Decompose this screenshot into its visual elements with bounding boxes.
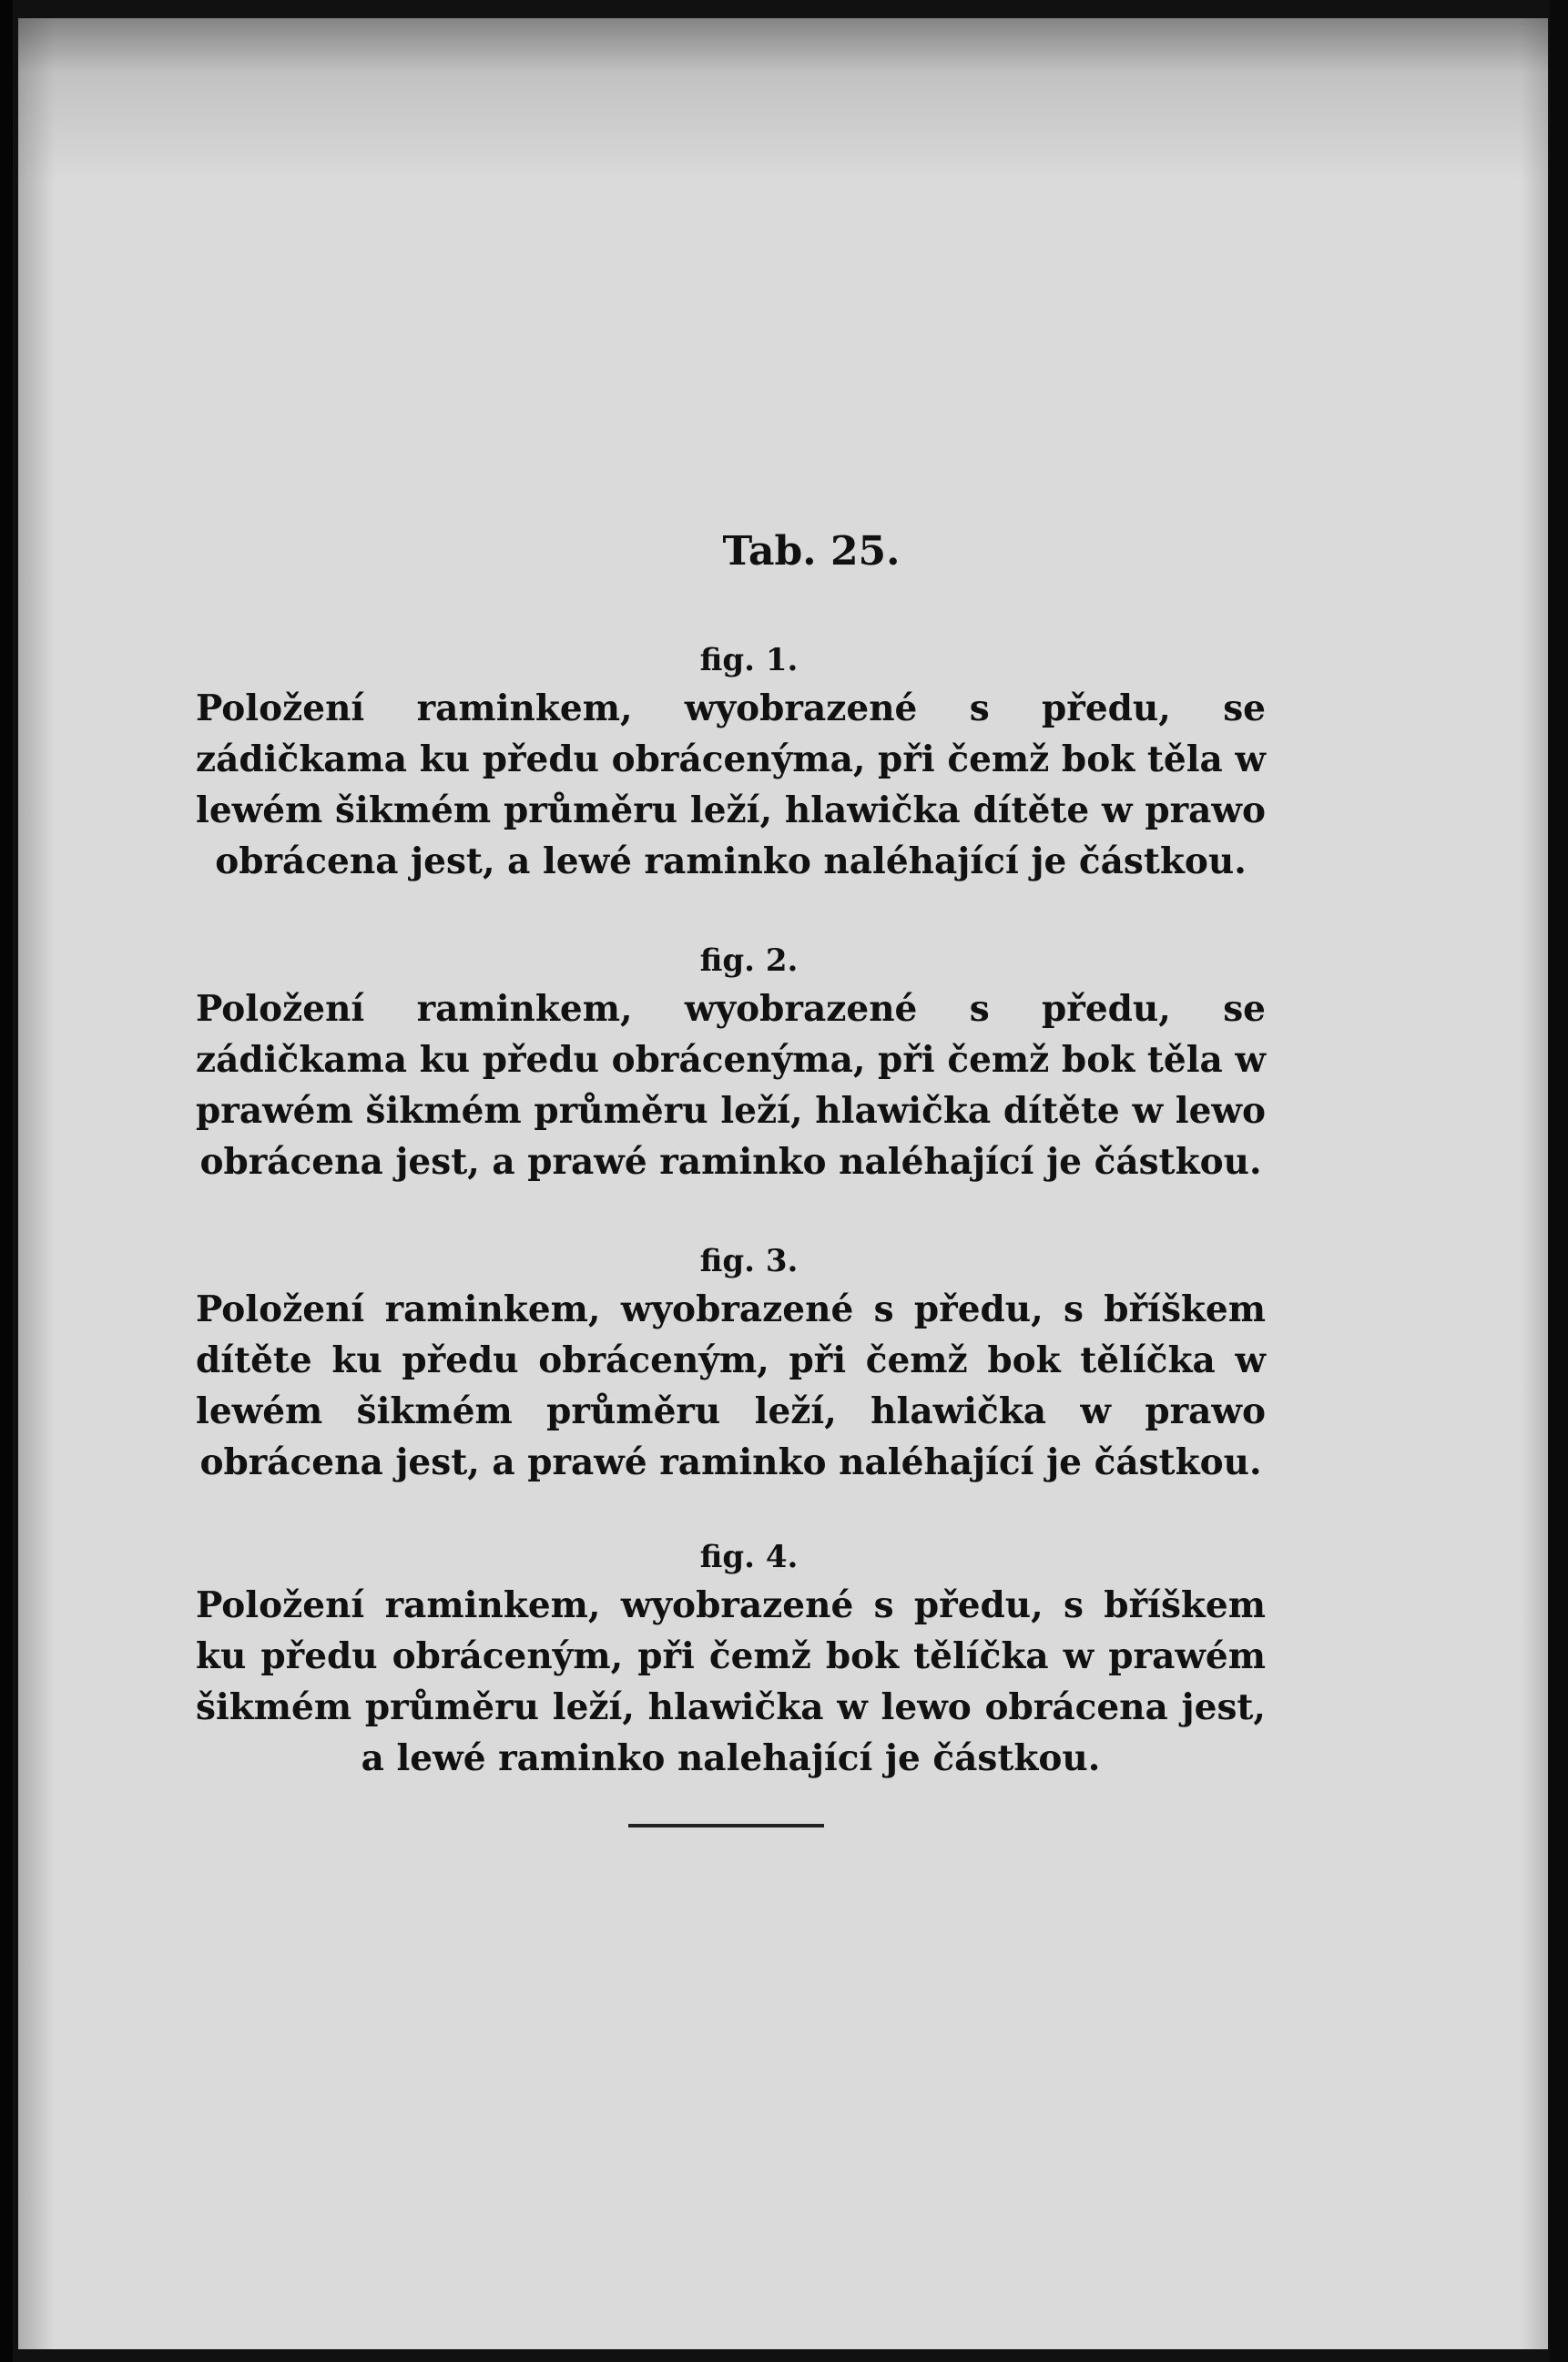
page-right-shadow [1550,0,1568,2362]
figure-section-2 [196,938,1266,1187]
figure-section-4 [196,1534,1266,1784]
closing-rule [628,1824,824,1827]
figure-label: fig. 3. [699,1243,799,1279]
figure-caption: Položení raminkem, wyobrazené s předu, s bříškem dítěte ku předu obráceným, při čemž bok tělíčka w lewém šikmém průměru leží, hlawička w prawo obrácena jest, a prawé raminko naléhající je částkou. [196,1288,1266,1483]
page-title: Tab. 25. [722,528,901,575]
figure-label: fig. 1. [699,642,799,678]
figure-caption: Položení raminkem, wyobrazené s předu, se zádičkama ku předu obrácenýma, při čemž bok těla w prawém šikmém průměru leží, hlawička dítěte w lewo obrácena jest, a prawé raminko naléhající je částkou. [196,988,1266,1183]
figure-section-1 [196,637,1266,887]
figure-section-3 [196,1238,1266,1488]
figure-caption: Položení raminkem, wyobrazené s předu, se zádičkama ku předu obrácenýma, při čemž bok těla w lewém šikmém průměru leží, hlawička dítěte w prawo obrácena jest, a lewé raminko naléhající je částkou. [196,687,1266,882]
figure-label: fig. 4. [699,1539,799,1575]
page-left-shadow [0,0,13,2362]
figure-label: fig. 2. [699,942,799,979]
figure-caption: Položení raminkem, wyobrazené s předu, s bříškem ku předu obráceným, při čemž bok tělíčka w prawém šikmém průměru leží, hlawička w lewo obrácena jest, a lewé raminko nalehající je částkou. [196,1584,1266,1779]
